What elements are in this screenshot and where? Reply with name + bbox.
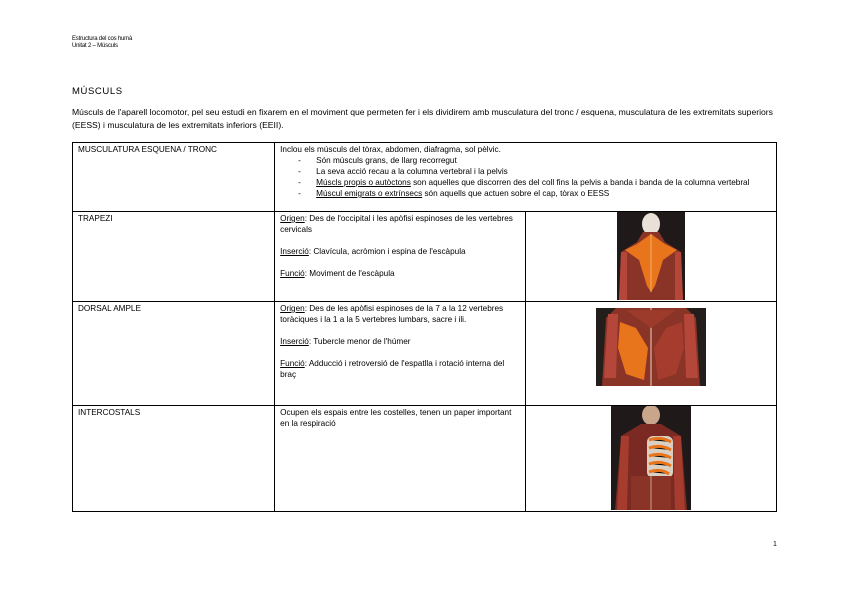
running-header — [72, 36, 132, 50]
header-line-2: Unitat 2 – Músculs — [72, 43, 118, 49]
trunk-bullet-list — [280, 155, 771, 199]
trapezi-description: Origen: Des de l'occipital i les apòfisi espinoses de les vertebres cervicals Inserció: Clavícula, acròmion i espina de l'escàpula Funció: Moviment de l'escàpula — [275, 212, 526, 302]
trapezi-image-cell — [526, 212, 777, 302]
list-item: - Múscul emigrats o extrínsecs són aquells que actuen sobre el cap, tòrax o EESS — [298, 189, 610, 198]
dorsal-ample-description: Origen: Des de les apòfisi espinoses de la 7 a la 12 vertebres toràciques i la 1 a la 5 vertebres lumbars, sacre i ili. Inserció: Tubercle menor de l'húmer Funció: Adducció i retroversió de l'espatlla i rotació interna del braç — [275, 302, 526, 406]
intercostals-description: Ocupen els espais entre les costelles, tenen un paper important en la respiració — [275, 406, 526, 512]
trunk-intro-text: Inclou els músculs del tòrax, abdomen, diafragma, sol pèlvic. — [280, 145, 501, 154]
row-label-trapezi: TRAPEZI — [73, 212, 275, 302]
latissimus-dorsi-illustration — [596, 308, 706, 386]
table-row-trapezi — [73, 212, 777, 302]
list-item: - Múscls propis o autòctons son aquelles que discorren des del coll fins la pelvis a banda i banda de la columna vertebral — [298, 178, 750, 187]
row-label-dorsal-ample: DORSAL AMPLE — [73, 302, 275, 406]
intercostals-illustration — [611, 406, 691, 510]
intercostals-image-cell — [526, 406, 777, 512]
trunk-description — [275, 143, 777, 212]
page-number: 1 — [773, 541, 777, 548]
table-row-trunk — [73, 143, 777, 212]
row-label-trunk: MUSCULATURA ESQUENA / TRONC — [73, 143, 275, 212]
table-row-dorsal-ample — [73, 302, 777, 406]
page-title: MÚSCULS — [72, 86, 123, 97]
header-line-1: Estructura del cos humà — [72, 36, 133, 42]
table-row-intercostals — [73, 406, 777, 512]
trapezius-illustration — [617, 212, 685, 300]
intro-paragraph: Músculs de l'aparell locomotor, pel seu estudi en fixarem en el moviment que permeten fer i els dividirem amb musculatura del tronc / esquena, musculatura de les extremitats superiors (EESS) i musculatura de les extremitats inferiors (EEII). — [72, 107, 773, 130]
dorsal-ample-image-cell — [526, 302, 777, 406]
muscle-table — [72, 142, 777, 512]
list-item: - Són músculs grans, de llarg recorregut — [298, 156, 457, 165]
list-item: - La seva acció recau a la columna vertebral i la pelvis — [298, 167, 508, 176]
row-label-intercostals: INTERCOSTALS — [73, 406, 275, 512]
